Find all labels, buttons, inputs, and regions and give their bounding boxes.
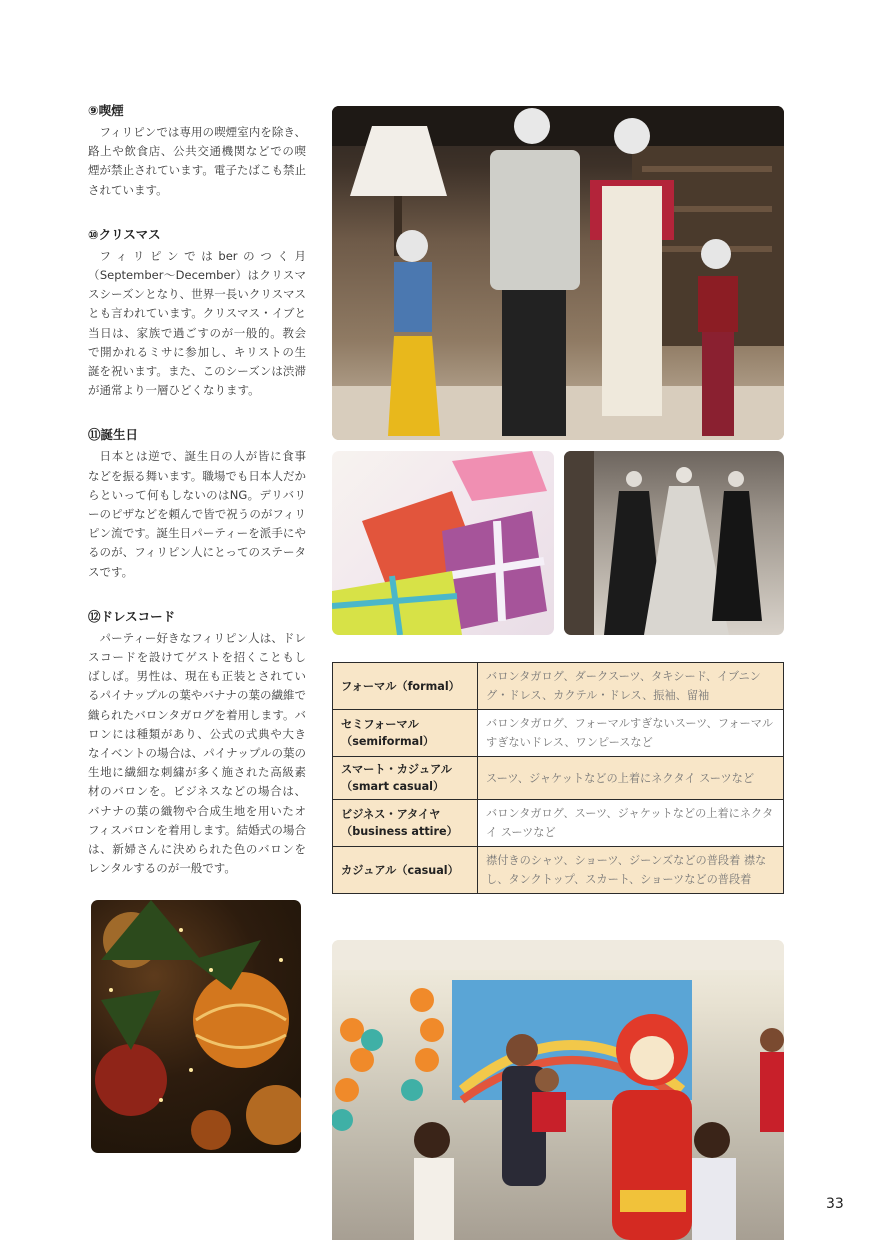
section-dresscode xyxy=(88,608,306,879)
ornaments-illustration xyxy=(91,900,301,1153)
table-cell-attire: バロンタガログ、ダークスーツ、タキシード、イブニング・ドレス、カクテル・ドレス、振袖、留袖 xyxy=(478,663,784,710)
table-cell-dress-type: カジュアル（casual） xyxy=(333,847,478,894)
table-row xyxy=(333,663,784,710)
table-cell-attire: バロンタガログ、スーツ、ジャケットなどの上着にネクタイ スーツなど xyxy=(478,800,784,847)
table-cell-dress-type: フォーマル（formal） xyxy=(333,663,478,710)
table-row xyxy=(333,710,784,757)
party-illustration xyxy=(332,940,784,1240)
section-body: フィリピンではberのつく月（September～December）はクリスマスシーズンとなり、世界一長いクリスマスとも言われています。クリスマス・イブと当日は、家族で過ごすのが一般的。教会で開かれるミサに参加し、キリストの生誕を祝います。また、このシーズンは渋滞が通常より一層ひどくなります。 xyxy=(88,248,306,398)
table-cell-dress-type: セミフォーマル（semiformal） xyxy=(333,710,478,757)
table-cell-attire: バロンタガログ、フォーマルすぎないスーツ、フォーマルすぎないドレス、ワンピースなど xyxy=(478,710,784,757)
table-cell-attire: スーツ、ジャケットなどの上着にネクタイ スーツなど xyxy=(478,757,784,800)
section-smoking xyxy=(88,102,306,200)
section-heading: ⑩クリスマス xyxy=(88,226,161,242)
photo-dress-display xyxy=(564,451,784,635)
table-row xyxy=(333,800,784,847)
section-heading: ⑪誕生日 xyxy=(88,427,139,443)
dress-code-table xyxy=(332,662,784,894)
table-cell-dress-type: スマート・カジュアル（smart casual） xyxy=(333,757,478,800)
section-christmas xyxy=(88,226,306,401)
table-row xyxy=(333,757,784,800)
page-number: 33 xyxy=(826,1196,844,1212)
section-birthday xyxy=(88,426,306,581)
table-row xyxy=(333,847,784,894)
section-body: パーティー好きなフィリピン人は、ドレスコードを設けてゲストを招くこともしばしば。男性は、現在も正装とされているパイナップルの葉やバナナの葉の繊維で織られたバロンタガログを着用します。バロンには種類があり、公式の式典や大きなイベントの場合は、パイナップルの葉の生地に繊細な刺繍が多く施された高級素材のバロンを。ビジネスなどの場合は、バナナの葉の織物や合成生地を用いたオフィスバロンを着用します。結婚式の場合は、新婦さんに決められた色のバロンをレンタルするのが一般です。 xyxy=(88,630,306,876)
article-text-column xyxy=(88,102,306,905)
mannequins-illustration xyxy=(332,106,784,440)
photo-birthday-party xyxy=(332,940,784,1240)
section-body: 日本とは逆で、誕生日の人が皆に食事などを振る舞います。職場でも日本人だからといって何もしないのはNG。デリバリーのピザなどを頼んで皆で祝うのがフィリピン流です。誕生日パーティーを派手にやるのが、フィリピン人にとってのステータスです。 xyxy=(88,449,306,579)
section-heading: ⑫ドレスコード xyxy=(88,608,176,624)
photo-gift-boxes xyxy=(332,451,554,635)
table-cell-attire: 襟付きのシャツ、ショーツ、ジーンズなどの普段着 襟なし、タンクトップ、スカート、ショーツなどの普段着 xyxy=(478,847,784,894)
photo-mannequins-traditional-dress xyxy=(332,106,784,440)
dresses-illustration xyxy=(564,451,784,635)
section-heading: ⑨喫煙 xyxy=(88,103,124,118)
photo-christmas-ornaments xyxy=(91,900,301,1153)
gift-boxes-illustration xyxy=(332,451,554,635)
table-cell-dress-type: ビジネス・アタイヤ（business attire） xyxy=(333,800,478,847)
section-body: フィリピンでは専用の喫煙室内を除き、路上や飲食店、公共交通機関などでの喫煙が禁止されています。電子たばこも禁止されています。 xyxy=(88,125,306,197)
